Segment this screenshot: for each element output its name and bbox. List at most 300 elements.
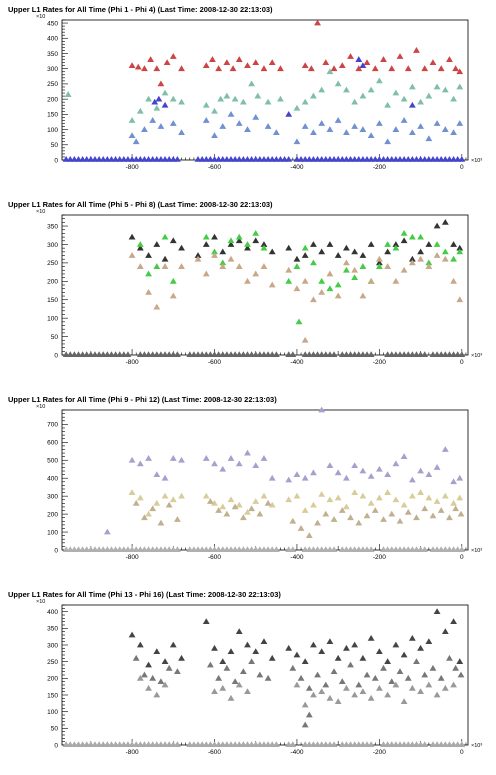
data-point bbox=[458, 546, 465, 552]
data-point bbox=[147, 56, 154, 62]
data-point bbox=[456, 495, 463, 501]
y-exponent-label: ×10 bbox=[36, 14, 46, 20]
data-point bbox=[421, 672, 428, 678]
data-point bbox=[149, 117, 156, 123]
data-point bbox=[442, 256, 449, 262]
data-point bbox=[145, 685, 152, 691]
data-point bbox=[261, 455, 268, 461]
data-point bbox=[335, 698, 342, 704]
x-tick-label: 0 bbox=[460, 554, 464, 561]
chart-title: Upper L1 Rates for All Time (Phi 13 - Phi 16) (Last Time: 2008-12-30 22:13:03) bbox=[8, 590, 281, 599]
data-point bbox=[129, 132, 136, 138]
data-point bbox=[174, 546, 181, 552]
data-point bbox=[318, 120, 325, 126]
data-point bbox=[442, 685, 449, 691]
data-point bbox=[413, 47, 420, 53]
data-point bbox=[129, 117, 136, 123]
data-point bbox=[265, 99, 272, 105]
data-point bbox=[203, 271, 210, 277]
x-tick-label: 0 bbox=[460, 164, 464, 171]
data-point bbox=[331, 668, 338, 674]
data-point bbox=[310, 129, 317, 135]
data-point bbox=[203, 102, 210, 108]
data-point bbox=[409, 129, 416, 135]
data-point bbox=[219, 658, 226, 664]
data-point bbox=[347, 662, 354, 668]
data-point bbox=[261, 65, 268, 71]
data-point bbox=[376, 256, 383, 262]
data-point bbox=[351, 462, 358, 468]
data-point bbox=[273, 546, 280, 552]
data-point bbox=[327, 695, 334, 701]
data-point bbox=[456, 658, 463, 664]
data-point bbox=[285, 245, 292, 251]
data-point bbox=[125, 351, 132, 357]
data-point bbox=[343, 645, 350, 651]
data-point bbox=[228, 111, 235, 117]
data-point bbox=[351, 267, 358, 273]
data-point bbox=[285, 477, 292, 483]
data-point bbox=[392, 278, 399, 284]
data-point bbox=[368, 132, 375, 138]
data-point bbox=[417, 123, 424, 129]
data-point bbox=[335, 282, 342, 288]
data-point bbox=[228, 648, 235, 654]
data-point bbox=[153, 304, 160, 310]
data-point bbox=[388, 678, 395, 684]
data-point bbox=[306, 532, 313, 538]
data-point bbox=[405, 675, 412, 681]
data-point bbox=[413, 514, 420, 520]
y-tick-label: 600 bbox=[47, 439, 58, 447]
data-point bbox=[327, 638, 334, 644]
data-point bbox=[141, 672, 148, 678]
data-point bbox=[335, 655, 342, 661]
data-point bbox=[442, 446, 449, 452]
series-3 bbox=[129, 111, 463, 144]
data-point bbox=[327, 285, 334, 291]
data-point bbox=[409, 685, 416, 691]
data-point bbox=[133, 500, 140, 506]
data-point bbox=[236, 628, 243, 634]
data-point bbox=[174, 156, 181, 162]
data-point bbox=[228, 695, 235, 701]
y-tick-label: 0 bbox=[54, 742, 58, 750]
data-point bbox=[302, 337, 309, 343]
data-point bbox=[331, 741, 338, 747]
data-point bbox=[310, 241, 317, 247]
data-point bbox=[380, 56, 387, 62]
chart-title: Upper L1 Rates for All Time (Phi 1 - Phi 4) (Last Time: 2008-12-30 22:13:03) bbox=[8, 5, 273, 14]
data-point bbox=[327, 496, 334, 502]
data-point bbox=[450, 96, 457, 102]
series-4 bbox=[63, 546, 465, 552]
y-tick-label: 200 bbox=[47, 278, 58, 286]
data-point bbox=[409, 102, 416, 108]
data-point bbox=[244, 241, 251, 247]
data-point bbox=[359, 93, 366, 99]
series-4 bbox=[63, 741, 465, 747]
data-point bbox=[155, 96, 162, 102]
data-point bbox=[306, 685, 313, 691]
chart-svg bbox=[0, 390, 496, 580]
data-point bbox=[343, 685, 350, 691]
data-point bbox=[384, 471, 391, 477]
data-point bbox=[133, 655, 140, 661]
data-point bbox=[310, 692, 317, 698]
data-point bbox=[228, 256, 235, 262]
data-point bbox=[401, 96, 408, 102]
data-point bbox=[170, 642, 177, 648]
data-point bbox=[302, 62, 309, 68]
data-point bbox=[351, 692, 358, 698]
data-point bbox=[178, 129, 185, 135]
data-point bbox=[236, 120, 243, 126]
data-point bbox=[372, 675, 379, 681]
data-point bbox=[244, 62, 251, 68]
data-point bbox=[162, 90, 169, 96]
data-point bbox=[244, 688, 251, 694]
data-point bbox=[450, 278, 457, 284]
y-tick-label: 300 bbox=[47, 241, 58, 249]
x-tick-label: 0 bbox=[460, 359, 464, 366]
y-tick-label: 200 bbox=[47, 675, 58, 683]
series-2 bbox=[129, 489, 463, 516]
data-point bbox=[244, 450, 251, 456]
data-point bbox=[265, 500, 272, 506]
data-point bbox=[452, 665, 459, 671]
data-point bbox=[158, 81, 165, 87]
data-point bbox=[170, 455, 177, 461]
data-point bbox=[153, 105, 160, 111]
chart-panel-phi9-12 bbox=[0, 390, 496, 580]
data-point bbox=[351, 642, 358, 648]
data-point bbox=[343, 87, 350, 93]
series-2 bbox=[65, 68, 463, 122]
data-point bbox=[240, 99, 247, 105]
data-point bbox=[318, 407, 325, 413]
data-point bbox=[452, 505, 459, 511]
data-point bbox=[310, 642, 317, 648]
y-tick-label: 100 bbox=[47, 315, 58, 323]
data-point bbox=[178, 99, 185, 105]
data-point bbox=[314, 520, 321, 526]
data-point bbox=[310, 93, 317, 99]
data-point bbox=[273, 741, 280, 747]
data-point bbox=[380, 665, 387, 671]
data-point bbox=[219, 504, 226, 510]
data-point bbox=[203, 241, 210, 247]
data-point bbox=[129, 234, 136, 240]
data-point bbox=[170, 237, 177, 243]
x-tick-label: -600 bbox=[207, 359, 222, 366]
data-point bbox=[174, 741, 181, 747]
data-point bbox=[236, 263, 243, 269]
data-point bbox=[230, 65, 237, 71]
data-point bbox=[273, 129, 280, 135]
data-point bbox=[458, 156, 465, 162]
data-point bbox=[450, 682, 457, 688]
data-point bbox=[137, 495, 144, 501]
y-tick-label: 50 bbox=[50, 725, 58, 733]
data-point bbox=[211, 132, 218, 138]
y-tick-label: 150 bbox=[47, 111, 58, 119]
data-point bbox=[174, 668, 181, 674]
data-point bbox=[252, 462, 259, 468]
data-point bbox=[359, 468, 366, 474]
data-point bbox=[228, 455, 235, 461]
data-point bbox=[343, 267, 350, 273]
data-point bbox=[450, 500, 457, 506]
data-point bbox=[162, 493, 169, 499]
data-point bbox=[351, 123, 358, 129]
data-point bbox=[421, 351, 428, 357]
y-tick-label: 0 bbox=[54, 547, 58, 555]
data-point bbox=[164, 59, 171, 65]
data-point bbox=[392, 460, 399, 466]
data-point bbox=[294, 682, 301, 688]
data-point bbox=[228, 496, 235, 502]
data-point bbox=[450, 478, 457, 484]
data-point bbox=[133, 138, 140, 144]
data-point bbox=[421, 546, 428, 552]
data-point bbox=[405, 65, 412, 71]
data-point bbox=[384, 241, 391, 247]
data-point bbox=[149, 675, 156, 681]
data-point bbox=[434, 608, 441, 614]
data-point bbox=[207, 498, 214, 504]
data-point bbox=[401, 267, 408, 273]
data-point bbox=[203, 618, 210, 624]
data-point bbox=[417, 688, 424, 694]
data-point bbox=[294, 105, 301, 111]
data-point bbox=[223, 665, 230, 671]
data-point bbox=[392, 642, 399, 648]
chart-svg bbox=[0, 0, 496, 190]
chart-panel-phi1-4 bbox=[0, 0, 496, 190]
data-point bbox=[178, 493, 185, 499]
data-point bbox=[289, 518, 296, 524]
plot-frame bbox=[62, 20, 468, 160]
x-tick-label: -800 bbox=[125, 164, 139, 171]
data-point bbox=[269, 248, 276, 254]
data-point bbox=[223, 93, 230, 99]
data-point bbox=[438, 507, 445, 513]
data-point bbox=[376, 685, 383, 691]
data-point bbox=[417, 468, 424, 474]
data-point bbox=[434, 692, 441, 698]
data-point bbox=[215, 65, 222, 71]
data-point bbox=[289, 665, 296, 671]
y-tick-label: 100 bbox=[47, 126, 58, 134]
series-2 bbox=[137, 230, 463, 324]
data-point bbox=[302, 702, 309, 708]
data-point bbox=[166, 502, 173, 508]
data-point bbox=[376, 120, 383, 126]
chart-svg bbox=[0, 195, 496, 385]
y-tick-label: 300 bbox=[47, 65, 58, 73]
data-point bbox=[458, 741, 465, 747]
data-point bbox=[335, 81, 342, 87]
data-point bbox=[364, 512, 371, 518]
data-point bbox=[430, 665, 437, 671]
data-point bbox=[409, 84, 416, 90]
data-point bbox=[302, 99, 309, 105]
x-tick-label: -800 bbox=[125, 554, 139, 561]
x-tick-label: -600 bbox=[207, 554, 222, 561]
data-point bbox=[314, 672, 321, 678]
data-point bbox=[153, 648, 160, 654]
data-point bbox=[302, 658, 309, 664]
data-point bbox=[456, 475, 463, 481]
y-tick-label: 150 bbox=[47, 692, 58, 700]
data-point bbox=[434, 252, 441, 258]
y-tick-label: 450 bbox=[47, 20, 58, 28]
data-point bbox=[351, 99, 358, 105]
data-point bbox=[129, 489, 136, 495]
data-point bbox=[145, 96, 152, 102]
data-point bbox=[343, 245, 350, 251]
data-point bbox=[458, 351, 465, 357]
data-point bbox=[153, 692, 160, 698]
data-point bbox=[392, 90, 399, 96]
data-point bbox=[252, 230, 259, 236]
data-point bbox=[145, 252, 152, 258]
data-point bbox=[368, 695, 375, 701]
y-tick-label: 250 bbox=[47, 260, 58, 268]
data-point bbox=[289, 546, 296, 552]
data-point bbox=[442, 248, 449, 254]
data-point bbox=[302, 278, 309, 284]
data-point bbox=[335, 293, 342, 299]
data-point bbox=[211, 688, 218, 694]
y-tick-label: 300 bbox=[47, 493, 58, 501]
data-point bbox=[442, 628, 449, 634]
data-point bbox=[261, 263, 268, 269]
data-point bbox=[347, 514, 354, 520]
x-exponent-label: ×10³ bbox=[471, 743, 483, 749]
data-point bbox=[339, 62, 346, 68]
data-point bbox=[298, 675, 305, 681]
data-point bbox=[223, 59, 230, 65]
data-point bbox=[285, 278, 292, 284]
data-point bbox=[248, 81, 255, 87]
data-point bbox=[384, 102, 391, 108]
data-point bbox=[368, 741, 375, 747]
chart-title: Upper L1 Rates for All Time (Phi 9 - Phi 12) (Last Time: 2008-12-30 22:13:03) bbox=[8, 395, 277, 404]
data-point bbox=[203, 234, 210, 240]
data-point bbox=[153, 500, 160, 506]
data-point bbox=[318, 648, 325, 654]
data-point bbox=[442, 219, 449, 225]
data-point bbox=[425, 495, 432, 501]
data-point bbox=[302, 507, 309, 513]
data-point bbox=[446, 56, 453, 62]
data-point bbox=[129, 62, 136, 68]
data-point bbox=[318, 248, 325, 254]
x-tick-label: -400 bbox=[290, 554, 304, 561]
data-point bbox=[178, 655, 185, 661]
data-point bbox=[170, 96, 177, 102]
data-point bbox=[456, 84, 463, 90]
data-point bbox=[129, 632, 136, 638]
data-point bbox=[397, 53, 404, 59]
data-point bbox=[318, 87, 325, 93]
data-point bbox=[384, 658, 391, 664]
data-point bbox=[421, 65, 428, 71]
data-point bbox=[450, 129, 457, 135]
series-1 bbox=[129, 608, 463, 667]
data-point bbox=[359, 688, 366, 694]
data-point bbox=[302, 722, 309, 728]
data-point bbox=[170, 278, 177, 284]
data-point bbox=[252, 271, 259, 277]
y-tick-label: 0 bbox=[54, 157, 58, 165]
data-point bbox=[158, 678, 165, 684]
data-point bbox=[269, 282, 276, 288]
data-point bbox=[372, 65, 379, 71]
data-point bbox=[203, 455, 210, 461]
data-point bbox=[347, 53, 354, 59]
data-point bbox=[294, 256, 301, 262]
y-tick-label: 50 bbox=[50, 333, 58, 341]
data-point bbox=[397, 518, 404, 524]
data-point bbox=[310, 296, 317, 302]
data-point bbox=[413, 658, 420, 664]
data-point bbox=[327, 462, 334, 468]
data-point bbox=[409, 477, 416, 483]
data-point bbox=[285, 496, 292, 502]
data-point bbox=[248, 505, 255, 511]
data-point bbox=[145, 511, 152, 517]
data-point bbox=[158, 123, 165, 129]
data-point bbox=[434, 241, 441, 247]
data-point bbox=[368, 278, 375, 284]
data-point bbox=[392, 126, 399, 132]
data-point bbox=[252, 59, 259, 65]
data-point bbox=[129, 252, 136, 258]
data-point bbox=[442, 493, 449, 499]
data-point bbox=[384, 263, 391, 269]
x-tick-label: -400 bbox=[290, 164, 304, 171]
data-point bbox=[322, 59, 329, 65]
data-point bbox=[153, 471, 160, 477]
data-point bbox=[145, 662, 152, 668]
data-point bbox=[296, 318, 303, 324]
data-point bbox=[452, 65, 459, 71]
data-point bbox=[162, 234, 169, 240]
y-tick-label: 50 bbox=[50, 142, 58, 150]
data-point bbox=[421, 741, 428, 747]
data-point bbox=[384, 489, 391, 495]
data-point bbox=[254, 93, 261, 99]
data-point bbox=[388, 65, 395, 71]
data-point bbox=[149, 505, 156, 511]
data-point bbox=[170, 53, 177, 59]
data-point bbox=[421, 505, 428, 511]
data-point bbox=[285, 156, 292, 162]
data-point bbox=[240, 668, 247, 674]
data-point bbox=[450, 256, 457, 262]
data-point bbox=[232, 678, 239, 684]
data-point bbox=[137, 460, 144, 466]
data-point bbox=[430, 512, 437, 518]
data-point bbox=[331, 351, 338, 357]
series-3 bbox=[133, 498, 465, 538]
data-point bbox=[178, 245, 185, 251]
data-point bbox=[376, 466, 383, 472]
data-point bbox=[438, 675, 445, 681]
